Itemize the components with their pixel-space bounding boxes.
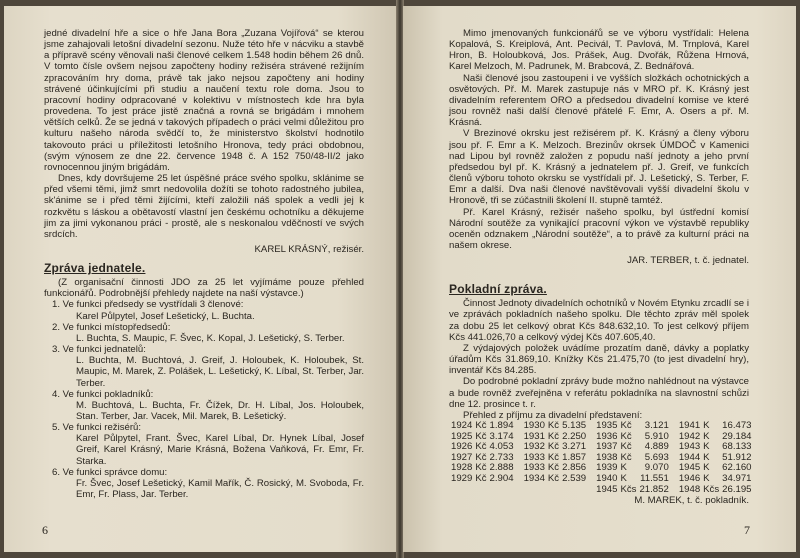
income-currency: Kč: [475, 430, 487, 442]
officer-item-label: 6. Ve funkci správce domu:: [52, 466, 168, 478]
page-number-left: 6: [42, 523, 48, 537]
income-year: 1934: [523, 472, 545, 484]
income-currency: K: [703, 451, 710, 463]
income-value: 62.160: [722, 462, 752, 474]
expenses-paragraph: Z výdajových položek uvádíme prozatím daně, dávky a poplatky úřadům Kčs 31.869,10. Knížky Kčs 21.475,70 (to jest divadelní hry), inventář Kčs 84.285.: [449, 342, 749, 377]
income-value: 21.852: [639, 483, 669, 495]
officer-item-label: 5. Ve funkci režisérů:: [52, 422, 142, 434]
income-currency: Kčs: [703, 483, 720, 495]
income-value: 2.539: [562, 472, 587, 484]
income-value: [562, 485, 596, 496]
income-currency: Kč: [620, 451, 632, 463]
income-year: 1932: [523, 441, 545, 453]
income-currency: Kč: [475, 420, 487, 431]
income-year: 1945: [596, 483, 618, 495]
right-column: [449, 28, 752, 512]
officer-item-label: 2. Ve funkci místopředsedů:: [52, 321, 171, 333]
income-currency: Kč: [475, 451, 487, 463]
income-year: 1937: [596, 441, 618, 453]
income-value: [490, 485, 524, 496]
income-year: 1933: [523, 451, 545, 463]
left-column: [44, 28, 364, 500]
income-year: 1926: [451, 441, 473, 453]
income-year: 1936: [596, 430, 618, 442]
income-year: 1938: [596, 451, 618, 463]
income-year: 1943: [678, 441, 701, 453]
income-row: [451, 474, 762, 485]
income-currency: K: [703, 430, 710, 442]
income-value: 2.250: [562, 430, 587, 442]
officer-item-names: M. Buchtová, L. Buchta, Fr. Čížek, Dr. H. Líbal, Jos. Holoubek, Stan. Terber, Jar. Vacek, Mil. Marek, B. Lešetický.: [76, 399, 364, 422]
officer-item-names: Karel Půlpytel, Josef Lešetický, L. Buchta.: [76, 310, 255, 322]
income-currency: Kč: [547, 472, 560, 484]
income-currency: K: [620, 462, 627, 474]
income-currency: Kč: [620, 430, 632, 442]
income-currency: Kč: [547, 420, 560, 431]
district-paragraph: V Brezinové okrsku jest režisérem př. K. Krásný a členy výboru jsou př. F. Emr a K. Melzoch. Brezinův okrsek ÚMDOČ v Kamenici nad Lipou byl rovněž založen z popudu naší jednoty a jeho první předsedou byl př. K. Krásný a jednatelem př. J. Greif, ve funkcích členů výboru tohoto okrsku se vystřídali př. J. Lešetický, S. Terber, F. Emr a další. Dva naši členové navštěvovali vyšší divadelní školu v Hronově, tři se zúčastnili školení II. stupně tamtéž.: [449, 128, 749, 207]
income-currency: [475, 485, 489, 496]
income-table: [451, 421, 762, 495]
income-currency: Kč: [547, 462, 560, 474]
income-currency: Kč: [620, 441, 632, 453]
right-page: [403, 6, 796, 552]
income-value: 4.889: [644, 441, 669, 453]
income-value: 26.195: [722, 483, 752, 495]
award-paragraph: Př. Karel Krásný, režisér našeho spolku, byl ústřední komisí Národní soutěže za vynikající pracovní výkon ve výstavbě republiky oceněn odznakem „Národní soutěže“, a to právě za kulturní práci na našem okrese.: [449, 206, 749, 251]
income-year: 1939: [596, 462, 618, 474]
closing-paragraph: Dnes, kdy dovršujeme 25 let úspěšné práce svého spolku, sklánime se před všemi těmi, jimž smrt nedovolila dožíti se tohoto radostného jubilea, sk'ánime se i před těmi žijícími, kteří založili náš spolek a vedli jej k rozkvětu s láskou a obětavostí vlastní jen českému ochotníku a děkujeme jim za jimi vykonanou práci - prostě, ale s neskonalou vděčností ve svých srdcích.: [44, 173, 364, 240]
income-year: [451, 485, 475, 496]
income-value: 11.551: [640, 472, 669, 484]
officer-item: [44, 422, 364, 467]
officer-item-label: 1. Ve funkci předsedy se vystřídali 3 členové:: [52, 299, 244, 311]
income-year: 1941: [678, 420, 701, 431]
income-currency: Kč: [475, 462, 487, 474]
income-value: 3.271: [562, 441, 587, 453]
income-value: 51.912: [722, 451, 752, 463]
officer-item: [44, 467, 364, 500]
left-page: [4, 6, 397, 552]
income-year: 1927: [451, 451, 473, 463]
income-year: 1945: [678, 462, 701, 474]
officer-item-names: Karel Půlpytel, Frant. Švec, Karel Líbal, Dr. Hynek Líbal, Josef Greif, Karel Krásný, Marie Krásná, Božena Vaňková, Fr. Emr, Fr. Starka.: [76, 433, 364, 467]
income-year: [524, 485, 548, 496]
income-year: 1929: [451, 472, 473, 484]
income-currency: Kč: [547, 451, 560, 463]
income-value: 2.733: [489, 451, 514, 463]
income-currency: Kč: [475, 472, 487, 484]
officer-item-names: Fr. Švec, Josef Lešetický, Kamil Mařík, Č. Rosický, M. Svoboda, Fr. Emr, Fr. Plass, Jar. Terber.: [76, 477, 364, 501]
income-currency: Kčs: [620, 483, 637, 495]
officer-item-names: L. Buchta, S. Maupic, F. Švec, K. Kopal, J. Lešetický, S. Terber.: [76, 332, 345, 344]
income-year: 1933: [523, 462, 545, 474]
income-currency: K: [703, 441, 710, 453]
income-currency: Kč: [475, 441, 487, 453]
income-year: 1944: [678, 451, 701, 463]
officer-item-label: 3. Ve funkci jednatelů:: [52, 344, 146, 356]
intro-paragraph: jedné divadelní hře a sice o hře Jana Bora „Zuzana Vojířová“ se kterou jsme zahajovali letošní divadelní sezonu. Nuže této hře v nácviku a stavbě a přípravě scény věnovali naši členové celkem 1.548 hodin během 26 dnů. V tomto čísle ovšem nejsou započteny hodiny režiséra strávené režijním zpracováním hry doma, právě tak jako nejsou započteny ani hodiny strávené účinkujícími při studiu a naučení textu role doma. Jsou to pracovní hodiny odpracované v kolektivu v místnostech kde hra byla provedena. To jest práce jistě značná a rovná se brigádám i mnohem větších celků. Že se jedná v takových případech o práci velmi důležitou pro kulturu našeho národa svědčí to, že ministerstvo školství hodnotilo takovouto práci u příležitosti letošního Hronova, tedy práci obdobnou, (svým výnosem ze dne 22. července 1948 č. A 152 750/48-II/2 jako rovnocennou jiným brigádám.: [44, 28, 364, 173]
income-year: 1924: [451, 420, 473, 431]
income-value: 2.904: [489, 472, 514, 484]
income-value: 16.473: [722, 420, 752, 431]
income-row: [451, 421, 762, 432]
secretary-signature: JAR. TERBER, t. č. jednatel.: [627, 255, 749, 267]
income-row: [451, 485, 762, 496]
income-currency: [548, 485, 562, 496]
treasurer-signature: M. MAREK, t. č. pokladník.: [634, 495, 749, 507]
income-value: 4.053: [489, 441, 514, 453]
income-year: 1928: [451, 462, 473, 474]
income-currency: Kč: [620, 420, 632, 431]
income-value: 5.693: [644, 451, 669, 463]
income-year: 1948: [678, 483, 701, 495]
committee-paragraph: Mimo jmenovaných funkcionářů se ve výboru vystřídali: Helena Kopalová, S. Kreiplová, Ant. Pecivál, T. Pavlová, M. Trnplová, Karel Hron, B. Holoubková, Jos. Prášek, Aug. Dvořák, Růžena Hrnová, Karel Melzoch, M. Padrunek, M. Brabcová, Z. Bednářová.: [449, 28, 749, 73]
treasury-report-heading: Pokladní zpráva.: [449, 282, 547, 297]
officer-list: [44, 299, 364, 500]
officer-item: [44, 389, 364, 422]
income-currency: K: [703, 462, 710, 474]
officer-item: [44, 299, 364, 321]
income-year: 1925: [451, 430, 473, 442]
income-value: 1.857: [562, 451, 587, 463]
officer-item: [44, 344, 364, 389]
treasury-paragraph: Činnost Jednoty divadelních ochotníků v Novém Etynku zrcadlí se i ve zprávách pokladních našeho spolku. Dle těchto zpráv měl spolek za dobu 25 let celkový obrat Kčs 848.632,10. To jest celkový příjem Kčs 441.026,70 a celkový výdej Kčs 407.605,40.: [449, 298, 749, 343]
income-year: 1942: [678, 430, 701, 442]
officer-item-names: L. Buchta, M. Buchtová, J. Greif, J. Holoubek, K. Holoubek, St. Maupic, M. Marek, Z. Polášek, L. Lešetický, K. Líbal, St. Terber, Jar. Terber.: [76, 355, 364, 389]
income-value: 34.971: [722, 472, 752, 484]
report-paragraph: Do podrobné pokladní zprávy bude možno nahlédnout na výstavce a bude rovněž zveřejněna v referátu pokladníka na slavnostní schůzi dne 12. prosince t. r.: [449, 376, 749, 410]
income-currency: K: [703, 472, 710, 484]
income-year: 1940: [596, 472, 618, 484]
income-value: 5.910: [644, 430, 669, 442]
officer-item: [44, 322, 364, 344]
income-year: 1935: [596, 420, 618, 431]
income-currency: Kč: [547, 441, 560, 453]
income-value: 3.174: [489, 430, 514, 442]
income-value: 2.856: [562, 462, 587, 474]
income-year: 1930: [523, 420, 545, 431]
income-year: 1946: [678, 472, 701, 484]
income-value: 5.135: [562, 420, 587, 431]
representation-paragraph: Naši členové jsou zastoupeni i ve vyšších složkách ochotnických a osvětových. Př. M. Marek zastupuje nás v MRO př. K. Krásný jest divadelním referentem ORO a předsedou divadelní komise ve které jsou rovněž naši další členové přátelé F. Emr, A. Osers a př. M. Krásná.: [449, 72, 749, 129]
page-number-right: 7: [744, 523, 750, 537]
income-year: 1931: [523, 430, 545, 442]
income-value: 9.070: [644, 462, 669, 474]
income-value: 3.121: [644, 420, 669, 431]
income-currency: K: [703, 420, 710, 431]
income-value: 29.184: [722, 430, 752, 442]
income-value: 68.133: [722, 441, 752, 453]
director-signature: KAREL KRÁSNÝ, režisér.: [254, 243, 364, 255]
income-title: Přehled z příjmu za divadelní představení:: [463, 409, 643, 421]
income-value: 1.894: [489, 420, 514, 431]
income-currency: K: [620, 472, 627, 484]
officer-item-label: 4. Ve funkci pokladníků:: [52, 388, 154, 400]
secretary-report-heading: Zpráva jednatele.: [44, 261, 146, 276]
income-value: 2.888: [489, 462, 514, 474]
secretary-lead: (Z organisační činnosti JDO za 25 let vyjímáme pouze přehled funkcionářů. Podrobnější přehledy najdete na naší výstavce.): [44, 277, 364, 300]
income-currency: Kč: [547, 430, 560, 442]
